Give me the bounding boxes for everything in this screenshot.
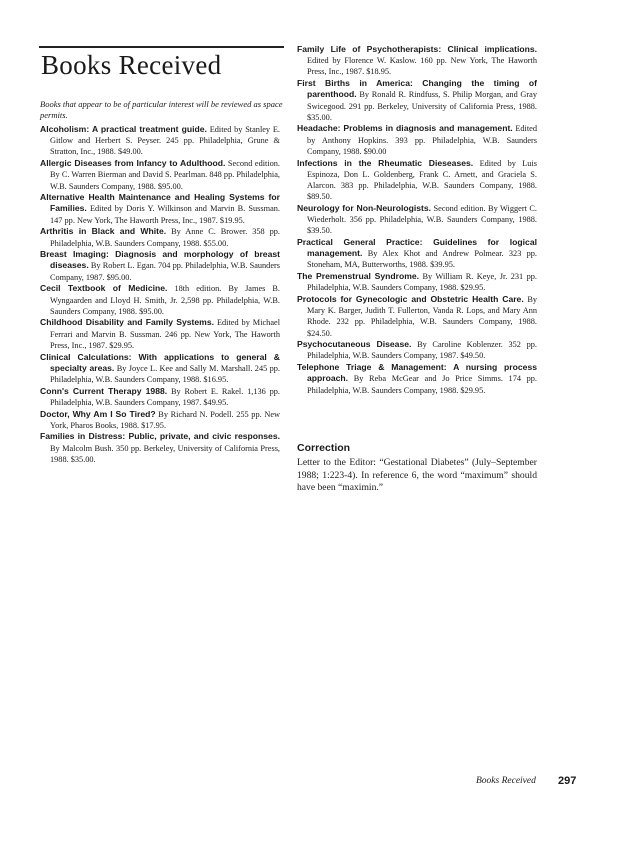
book-details: By Anne C. Brower. 358 pp. Philadelphia, W.B. Saunders Company, 1988. $55.00. — [50, 227, 280, 248]
book-title: First Births in America: Changing the timing of parenthood. — [297, 78, 537, 100]
book-entry — [40, 192, 280, 226]
book-details: By William R. Keye, Jr. 231 pp. Philadelphia, W.B. Saunders Company, 1988. $29.95. — [307, 272, 537, 293]
book-details: By Robert E. Rakel. 1,136 pp. Philadelphia, W.B. Saunders Company, 1987. $49.95. — [50, 386, 280, 407]
correction-text: Letter to the Editor: “Gestational Diabetes” (July–September 1988; 1:223-4). In reference 6, the word “maximum” should have been “maximin.” — [297, 457, 537, 494]
right-column — [297, 44, 537, 396]
book-entry — [40, 124, 280, 158]
book-details: By Richard N. Podell. 255 pp. New York, Pharos Books, 1988. $17.95. — [50, 409, 281, 430]
book-title: Family Life of Psychotherapists: Clinical implications. — [297, 44, 537, 54]
book-title: Breast Imaging: Diagnosis and morphology of breast diseases. — [40, 249, 280, 271]
book-details: By Alex Khot and Andrew Polmear. 323 pp. Stoneham, MA, Butterworths, 1988. $39.95. — [307, 249, 538, 270]
book-entry — [297, 271, 537, 293]
intro-note: Books that appear to be of particular interest will be reviewed as space permits. — [40, 99, 283, 120]
book-title: Practical General Practice: Guidelines for logical management. — [297, 236, 537, 259]
left-column — [40, 124, 280, 466]
footer-running-title: Books Received — [476, 776, 536, 786]
book-entry — [297, 339, 537, 361]
book-entry — [40, 409, 280, 431]
book-entry — [297, 294, 537, 339]
book-details: By Reba McGear and Jo Price Simms. 174 pp. Philadelphia, W.B. Saunders Company, 1988. $29.95. — [307, 374, 538, 395]
book-title: Protocols for Gynecologic and Obstetric Health Care. — [297, 293, 524, 304]
book-details: By Ronald R. Rindfuss, S. Philip Morgan, and Gray Swicegood. 291 pp. Berkeley, University of California Press, 1988. $35.00. — [307, 90, 538, 122]
book-entry — [297, 123, 537, 157]
book-details: Edited by Florence W. Kaslow. 160 pp. New York, The Haworth Press, Inc., 1987. $18.95. — [307, 56, 537, 77]
book-details: By Joyce L. Kee and Sally M. Marshall. 245 pp. Philadelphia, W.B. Saunders Company, 1988. $16.95. — [50, 363, 280, 384]
book-entry — [40, 249, 280, 283]
book-title: Neurology for Non-Neurologists. — [297, 202, 432, 213]
book-entry — [40, 226, 280, 248]
book-title: Headache: Problems in diagnosis and management. — [297, 123, 513, 134]
book-title: Families in Distress: Public, private, and civic responses. — [40, 431, 280, 442]
book-details: Edited by Stanley E. Gitlow and Herbert S. Peyser. 245 pp. Philadelphia, Grune & Stratton, Inc., 1988. $49.00. — [50, 125, 280, 157]
book-entry — [40, 431, 280, 465]
book-entry — [40, 317, 280, 351]
book-title: Arthritis in Black and White. — [40, 226, 167, 237]
book-details: By Malcolm Bush. 350 pp. Berkeley, University of California Press, 1988. $35.00. — [50, 443, 280, 464]
book-title: Infections in the Rheumatic Dieseases. — [297, 157, 474, 168]
book-title: Clinical Calculations: With applications to general & specialty areas. — [40, 351, 280, 373]
book-title: Telephone Triage & Management: A nursing process approach. — [297, 362, 537, 384]
book-entry — [40, 352, 280, 386]
book-details: 18th edition. By James B. Wyngaarden and Lloyd H. Smith, Jr. 2,598 pp. Philadelphia, W.B. Saunders Company, 1988. $95.00. — [50, 284, 280, 316]
book-title: Alcoholism: A practical treatment guide. — [40, 124, 207, 134]
book-details: Second edition. By C. Warren Bierman and David S. Pearlman. 848 pp. Philadelphia, W.B. Saunders Company, 1988. $95.00. — [50, 159, 281, 191]
book-entry — [297, 44, 537, 78]
book-entry — [297, 237, 537, 271]
book-title: Conn's Current Therapy 1988. — [40, 385, 168, 396]
title-rule — [39, 46, 284, 48]
book-title: Psychocutaneous Disease. — [297, 339, 412, 350]
book-entry — [40, 283, 280, 317]
book-title: The Premenstrual Syndrome. — [297, 271, 420, 282]
correction-title: Correction — [297, 442, 351, 454]
book-entry — [297, 78, 537, 123]
book-title: Cecil Textbook of Medicine. — [40, 283, 168, 294]
page-number: 297 — [558, 775, 577, 787]
book-title: Alternative Health Maintenance and Healing Systems for Families. — [40, 192, 280, 214]
book-details: Edited by Anthony Hopkins. 393 pp. Philadelphia, W.B. Saunders Company, 1988. $90.00 — [307, 124, 537, 156]
book-entry — [297, 158, 537, 203]
book-details: Edited by Michael Ferrari and Marvin B. Sussman. 246 pp. New York, The Haworth Press, Inc., 1987. $29.95. — [50, 318, 280, 350]
book-details: Edited by Luis Espinoza, Don L. Goldenberg, Frank C. Arnett, and Graciela S. Alarcon. 383 pp. Philadelphia, W.B. Saunders Company, 1988. $89.50. — [307, 158, 537, 202]
book-details: Second edition. By Wiggert C. Wiederholt. 356 pp. Philadelphia, W.B. Saunders Company, 1988. $39.50. — [307, 203, 538, 236]
book-title: Doctor, Why Am I So Tired? — [40, 408, 156, 419]
book-entry — [40, 386, 280, 408]
book-details: By Robert L. Egan. 704 pp. Philadelphia, W.B. Saunders Company, 1987. $95.00. — [50, 261, 280, 282]
page-title: Books Received — [41, 50, 222, 80]
book-details: By Mary K. Barger, Judith T. Fullerton, Vanda R. Lops, and Mary Ann Rhode. 232 pp. Philadelphia, W.B. Saunders Company, 1988. $24.50. — [307, 294, 537, 338]
book-entry — [40, 158, 280, 192]
book-details: By Caroline Koblenzer. 352 pp. Philadelphia, W.B. Saunders Company, 1987. $49.50. — [307, 340, 537, 361]
book-entry — [297, 203, 537, 237]
book-details: Edited by Doris Y. Wilkinson and Marvin B. Sussman. 147 pp. New York, The Haworth Press, Inc., 1987. $19.95. — [50, 204, 280, 225]
book-title: Allergic Diseases from Infancy to Adulthood. — [40, 158, 226, 169]
book-title: Childhood Disability and Family Systems. — [40, 317, 214, 328]
book-entry — [297, 362, 537, 396]
